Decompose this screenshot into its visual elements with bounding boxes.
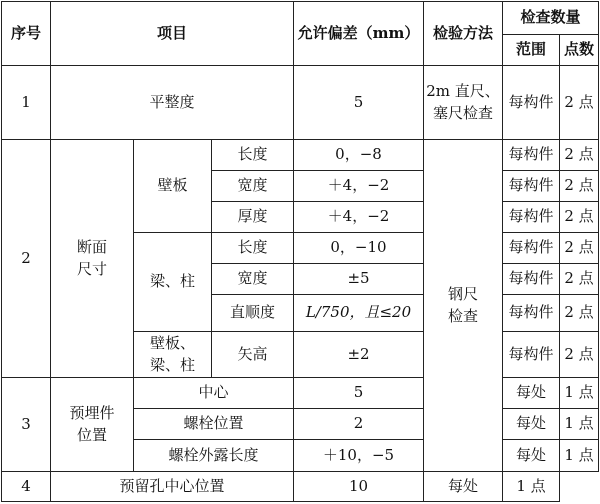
section2-tolerance: 0，−8: [294, 140, 424, 171]
section3-points: 1 点: [560, 409, 599, 440]
section3-no: 3: [2, 378, 51, 472]
row1-method: 2m 直尺、 塞尺检查: [424, 66, 503, 140]
row4-item: 预留孔中心位置: [51, 472, 294, 502]
section2-sub: 矢高: [212, 332, 294, 378]
section2-sub: 长度: [212, 233, 294, 264]
section3-range: 每处: [503, 409, 560, 440]
section2-range: 每构件: [503, 332, 560, 378]
section2-range: 每构件: [503, 233, 560, 264]
section2-sub: 宽度: [212, 264, 294, 295]
section2-points: 2 点: [560, 171, 599, 202]
section2-group-beam: 梁、柱: [134, 233, 212, 332]
section2-range: 每构件: [503, 264, 560, 295]
header-tolerance: 允许偏差（mm）: [294, 2, 424, 66]
section2-tolerance: ＋4，−2: [294, 202, 424, 233]
section3-tolerance: ＋10，−5: [294, 440, 424, 472]
section2-tolerance: ＋4，−2: [294, 171, 424, 202]
section2-sub: 宽度: [212, 171, 294, 202]
row4-tolerance: 10: [294, 472, 424, 502]
header-range: 范围: [503, 35, 560, 66]
section3-points: 1 点: [560, 440, 599, 472]
section2-points: 2 点: [560, 332, 599, 378]
row1-item: 平整度: [51, 66, 294, 140]
section3-range: 每处: [503, 440, 560, 472]
section2-points: 2 点: [560, 202, 599, 233]
section3-sub: 中心: [134, 378, 294, 409]
section3-sub: 螺栓外露长度: [134, 440, 294, 472]
section3-sub: 螺栓位置: [134, 409, 294, 440]
section3-tolerance: 5: [294, 378, 424, 409]
section3-range: 每处: [503, 378, 560, 409]
row1-tolerance: 5: [294, 66, 424, 140]
section2-points: 2 点: [560, 233, 599, 264]
section2-tolerance: 0，−10: [294, 233, 424, 264]
section2-group-both: 壁板、 梁、柱: [134, 332, 212, 378]
section2-points: 2 点: [560, 295, 599, 332]
header-no: 序号: [2, 2, 51, 66]
section2-no: 2: [2, 140, 51, 378]
section2-tolerance: ±2: [294, 332, 424, 378]
section2-sub: 直顺度: [212, 295, 294, 332]
tolerance-table: [1, 1, 599, 502]
section2-sub: 长度: [212, 140, 294, 171]
section2-range: 每构件: [503, 171, 560, 202]
section3-category: 预埋件 位置: [51, 378, 134, 472]
header-item: 项目: [51, 2, 294, 66]
section2-group-wall: 壁板: [134, 140, 212, 233]
row1-points: 2 点: [560, 66, 599, 140]
section2-method: 钢尺 检查: [424, 140, 503, 472]
section2-range: 每构件: [503, 295, 560, 332]
section2-tolerance: ±5: [294, 264, 424, 295]
row4-range: 每处: [424, 472, 503, 502]
section2-range: 每构件: [503, 140, 560, 171]
section2-points: 2 点: [560, 264, 599, 295]
row4-no: 4: [2, 472, 51, 502]
section2-points: 2 点: [560, 140, 599, 171]
section3-tolerance: 2: [294, 409, 424, 440]
section3-points: 1 点: [560, 378, 599, 409]
row4-points: 1 点: [503, 472, 560, 502]
row1-no: 1: [2, 66, 51, 140]
header-qty: 检查数量: [503, 2, 599, 35]
header-points: 点数: [560, 35, 599, 66]
section2-category: 断面 尺寸: [51, 140, 134, 378]
section2-range: 每构件: [503, 202, 560, 233]
header-method: 检验方法: [424, 2, 503, 66]
row1-range: 每构件: [503, 66, 560, 140]
section2-sub: 厚度: [212, 202, 294, 233]
section2-tolerance: L/750，且≤20: [294, 295, 424, 332]
